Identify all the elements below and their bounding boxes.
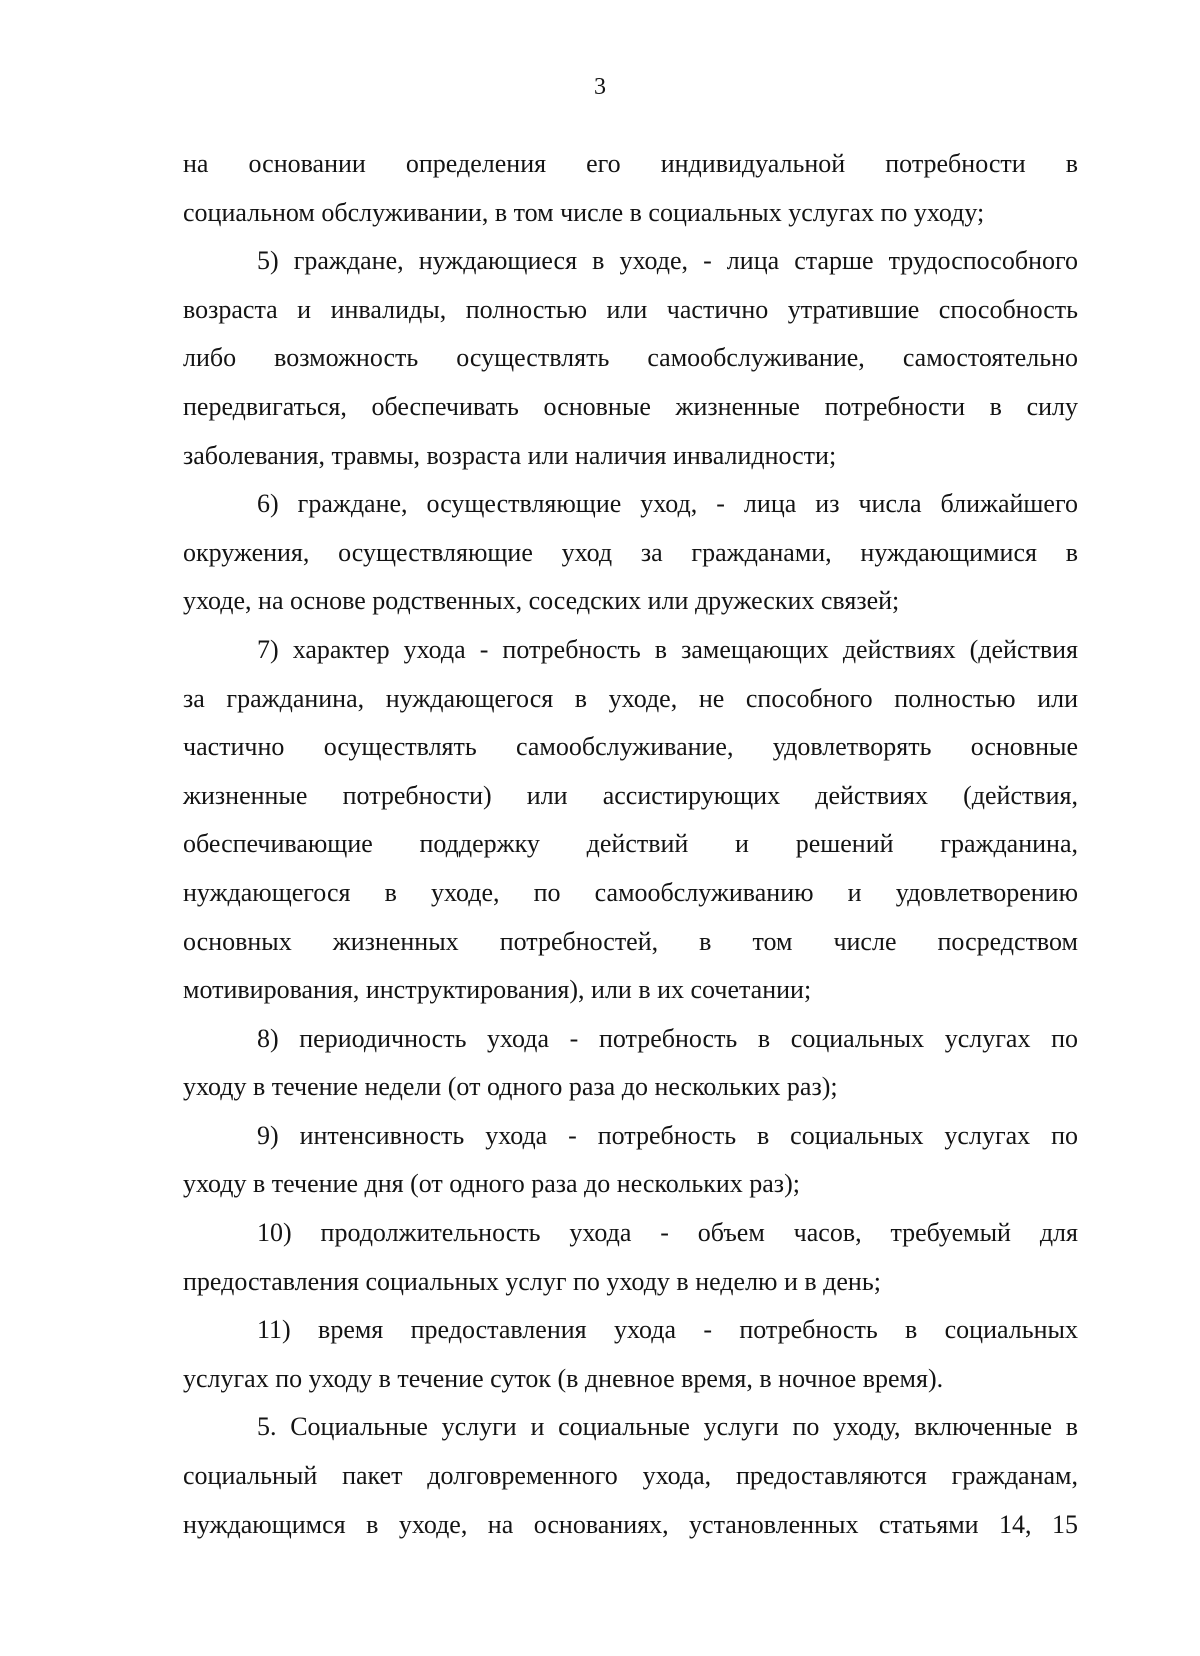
- text-line: на основании определения его индивидуальной потребности в: [183, 149, 1078, 178]
- text-line: 11) время предоставления ухода - потребность в социальных: [257, 1315, 1078, 1345]
- text-line: нуждающимся в уходе, на основаниях, установленных статьями 14, 15: [183, 1509, 1078, 1539]
- text-line: основных жизненных потребностей, в том числе посредством: [183, 926, 1078, 956]
- text-line: мотивирования, инструктирования), или в их сочетании;: [183, 975, 812, 1005]
- text-line: уходе, на основе родственных, соседских или дружеских связей;: [183, 586, 900, 616]
- text-line: окружения, осуществляющие уход за гражданами, нуждающимися в: [183, 537, 1078, 567]
- text-line: 9) интенсивность ухода - потребность в социальных услугах по: [257, 1120, 1078, 1150]
- text-line: 5) граждане, нуждающиеся в уходе, - лица старше трудоспособного: [257, 246, 1078, 276]
- text-line: 8) периодичность ухода - потребность в социальных услугах по: [257, 1023, 1078, 1053]
- text-line: предоставления социальных услуг по уходу в неделю и в день;: [183, 1266, 881, 1296]
- text-line: частично осуществлять самообслуживание, удовлетворять основные: [183, 732, 1078, 762]
- text-line: возраста и инвалиды, полностью или частично утратившие способность: [183, 294, 1078, 324]
- page-number: 3: [594, 74, 606, 100]
- text-line: передвигаться, обеспечивать основные жизненные потребности в силу: [183, 391, 1078, 421]
- text-line: 10) продолжительность ухода - объем часов, требуемый для: [257, 1218, 1078, 1248]
- text-line: 5. Социальные услуги и социальные услуги по уходу, включенные в: [257, 1412, 1078, 1442]
- text-line: услугах по уходу в течение суток (в дневное время, в ночное время).: [183, 1363, 944, 1393]
- text-line: нуждающегося в уходе, по самообслуживанию и удовлетворению: [183, 877, 1078, 907]
- text-line: либо возможность осуществлять самообслуживание, самостоятельно: [183, 343, 1078, 373]
- text-line: 7) характер ухода - потребность в замещающих действиях (действия: [257, 634, 1078, 664]
- text-line: заболевания, травмы, возраста или наличия инвалидности;: [183, 440, 837, 470]
- text-line: уходу в течение дня (от одного раза до нескольких раз);: [183, 1169, 800, 1199]
- text-line: социальный пакет долговременного ухода, предоставляются гражданам,: [183, 1461, 1078, 1491]
- text-line: за гражданина, нуждающегося в уходе, не способного полностью или: [183, 683, 1078, 713]
- text-line: уходу в течение недели (от одного раза до нескольких раз);: [183, 1072, 838, 1102]
- text-line: 6) граждане, осуществляющие уход, - лица из числа ближайшего: [257, 489, 1078, 519]
- text-line: жизненные потребности) или ассистирующих действиях (действия,: [183, 780, 1078, 810]
- text-line: социальном обслуживании, в том числе в социальных услугах по уходу;: [183, 197, 985, 227]
- document-body: [183, 140, 1078, 1549]
- text-line: обеспечивающие поддержку действий и решений гражданина,: [183, 829, 1078, 859]
